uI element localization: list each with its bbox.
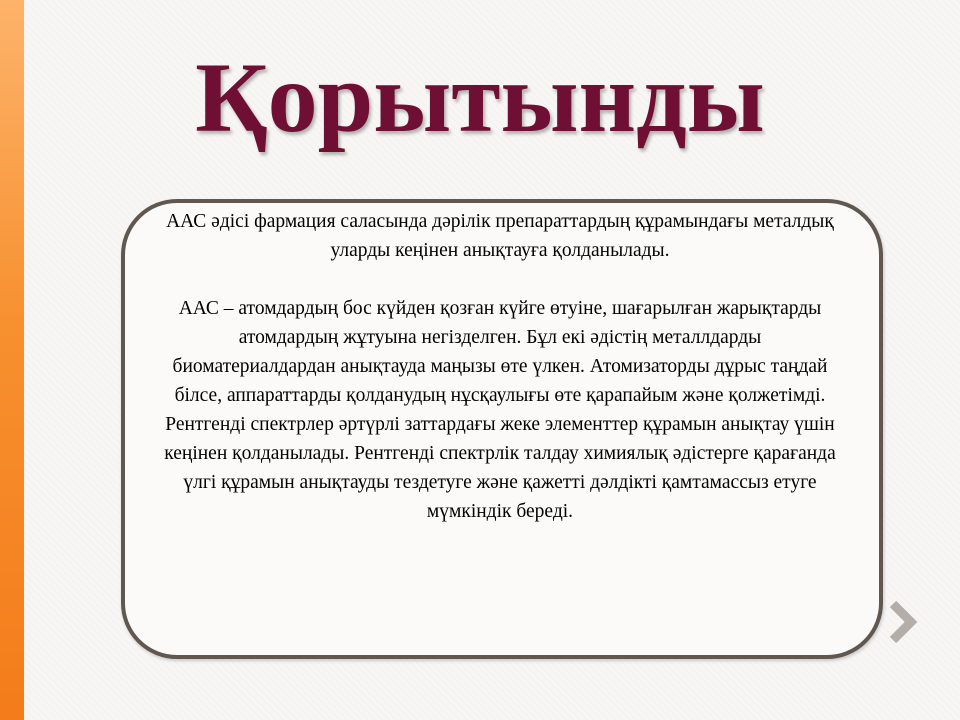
paragraph-xray-spectra: Рентгенді спектрлер әртүрлі заттардағы жеке элементтер құрамын анықтау үшін кеңінен қолданылады. Рентгенді спектрлік талдау химиялық әдістерге қарағанда үлгі құрамын анықтауды тездетуге және қажетті дәлдікті қамтамассыз етуге мүмкіндік береді. xyxy=(164,414,836,522)
paragraph-spacer xyxy=(160,265,840,294)
paragraph-aas-pharmacy: ААС әдісі фармация саласында дәрілік препараттардың құрамындағы металдық уларды кеңінен анықтауға қолданылады. xyxy=(166,211,834,261)
paragraph-aas-definition: ААС – атомдардың бос күйден қозған күйге өтуіне, шағарылған жарықтарды атомдардың жұтуына негізделген. Бұл екі әдістің металлдарды биоматериалдардан анықтауда маңызы өте үлкен. Атомизаторды дұрыс таңдай білсе, аппараттарды қолданудың нұсқаулығы өте қарапайым және қолжетімді. xyxy=(172,298,828,406)
chevron-right-icon[interactable] xyxy=(884,598,920,646)
slide-title: Қорытынды xyxy=(195,42,765,153)
content-text xyxy=(160,207,840,526)
